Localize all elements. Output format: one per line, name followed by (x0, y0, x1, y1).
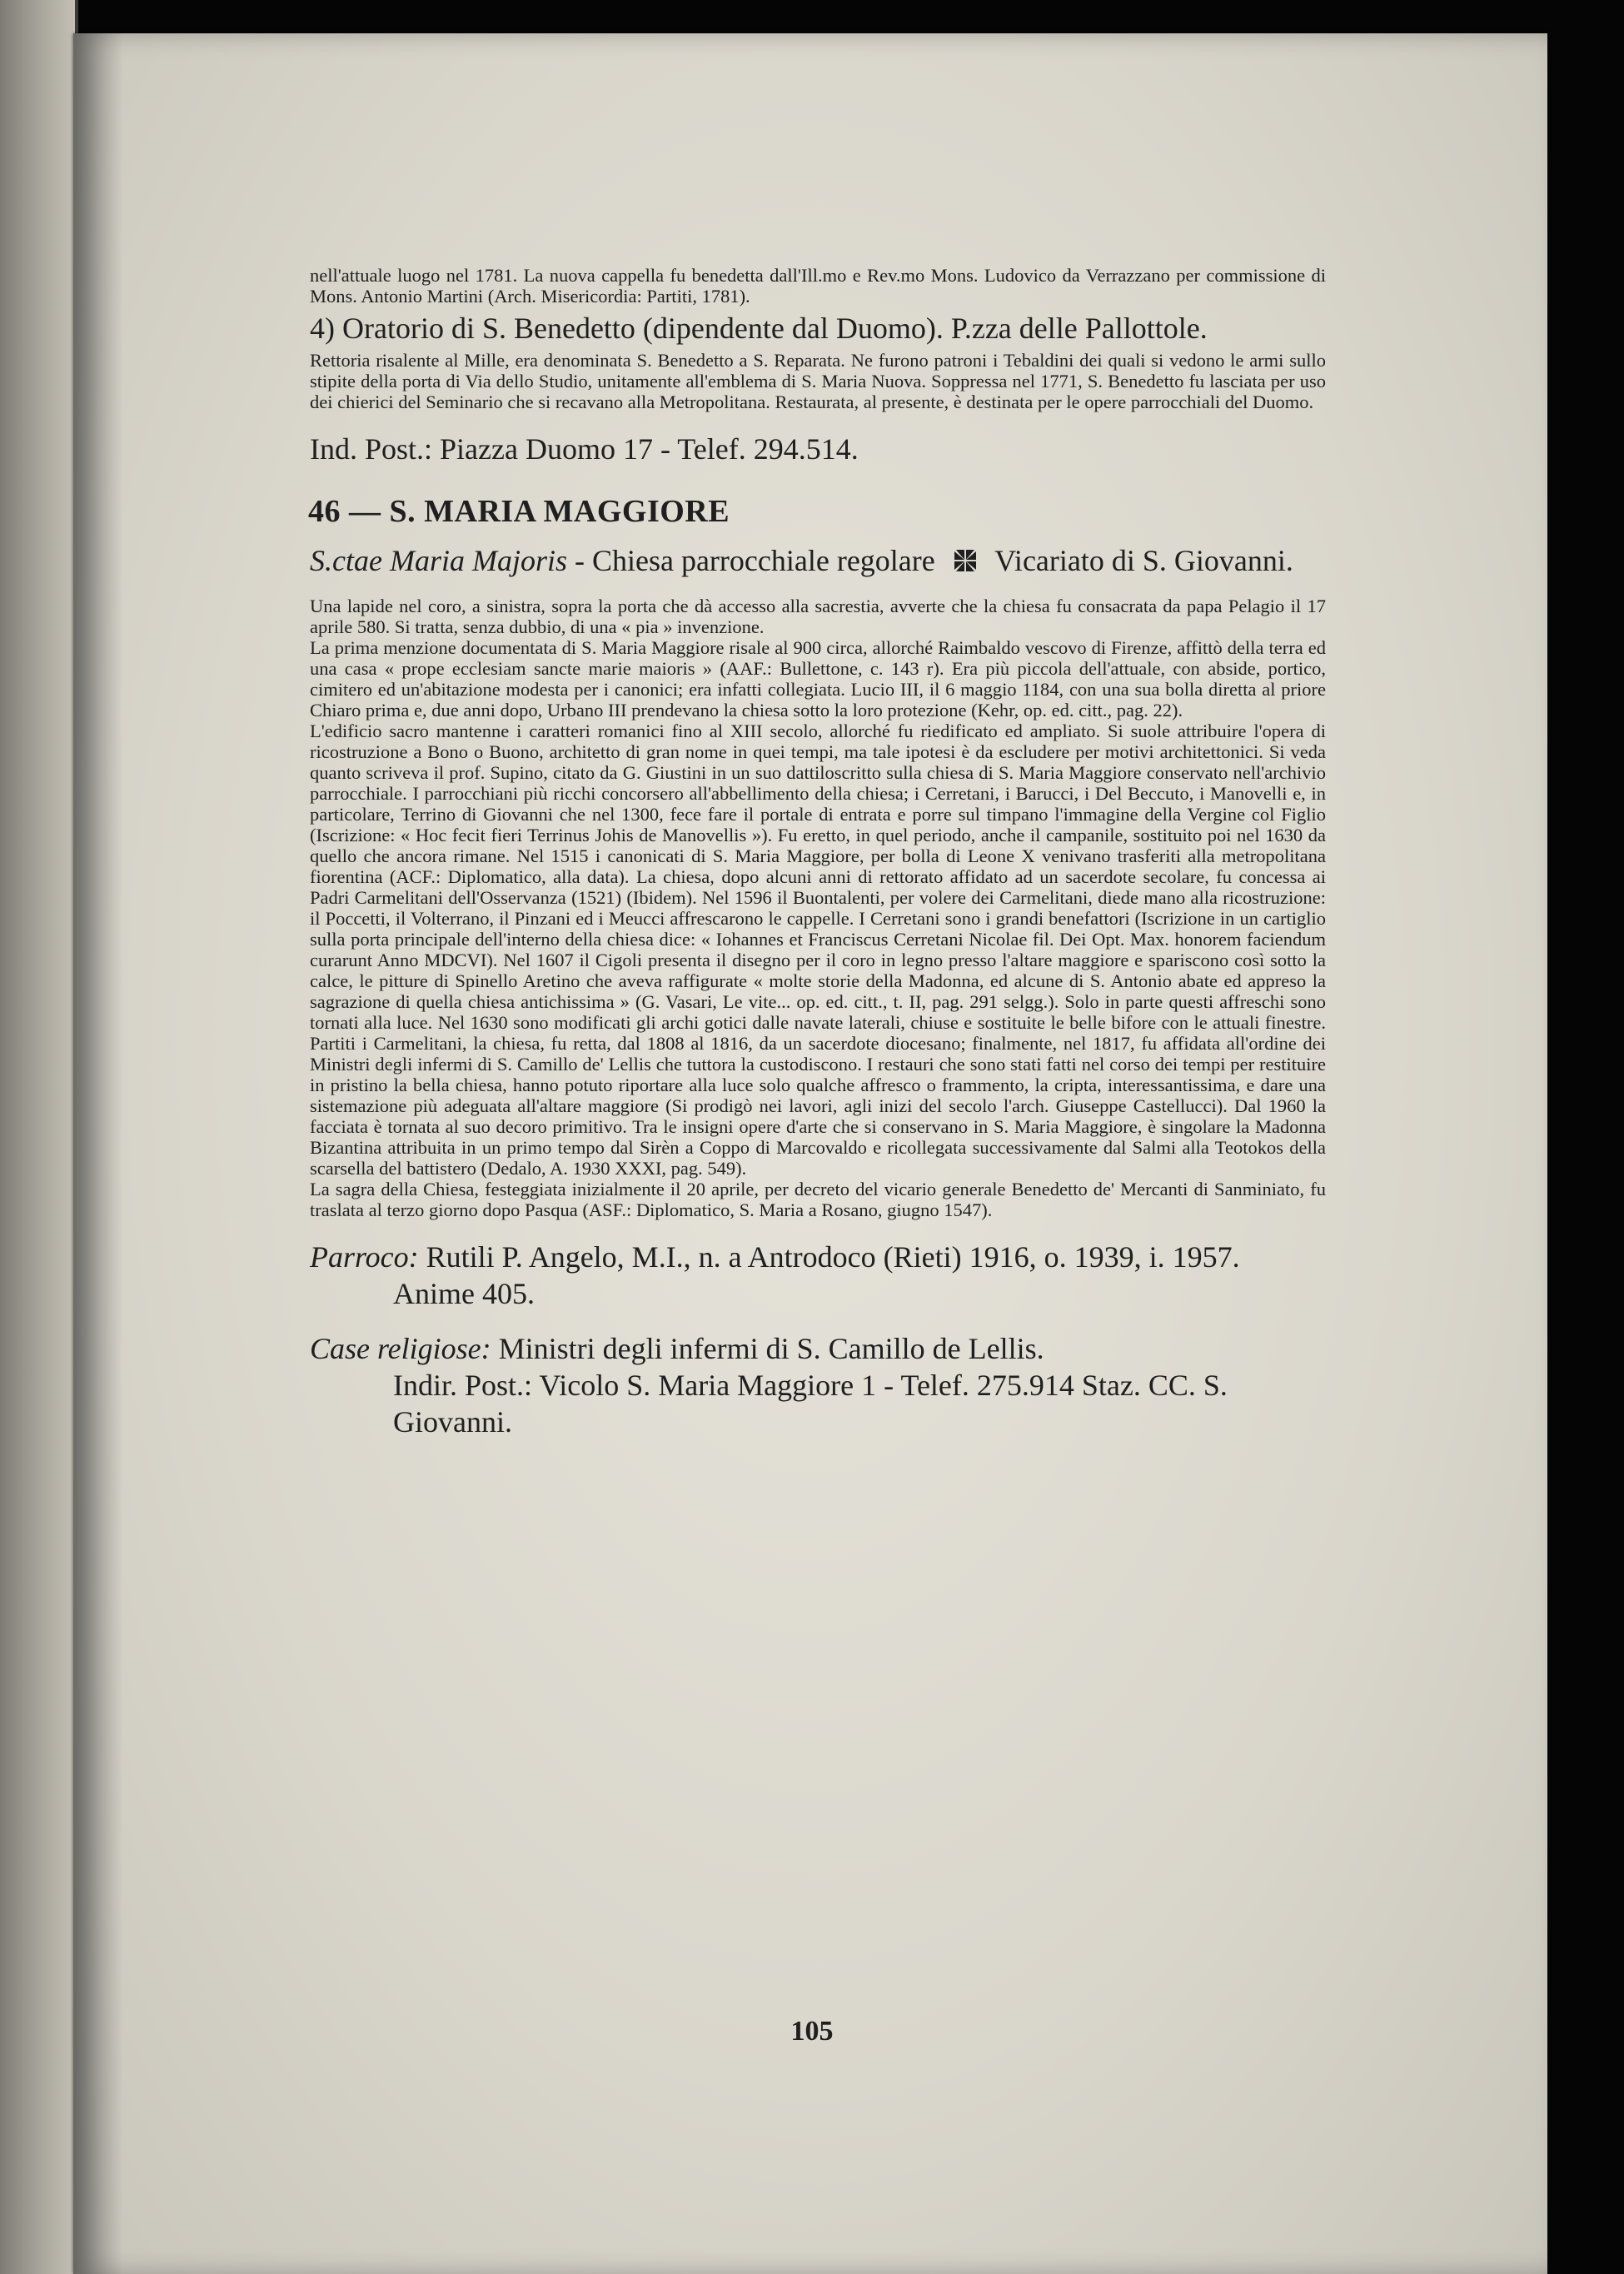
subtitle-part-1: - Chiesa parrocchiale regolare (566, 544, 943, 577)
oratorio-text: Rettoria risalente al Mille, era denominata S. Benedetto a S. Reparata. Ne furono patroni i Tebaldini dei quali si vedono le armi sullo stipite della porta di Via dello Studio, unitamente all'emblema di S. Maria Nuova. Soppressa nel 1771, S. Benedetto fu lasciata per uso dei chierici del Seminario che si recavano alla Metropolitana. Restaurata, al presente, è destinata per le opere parrocchiali del Duomo. (310, 350, 1326, 412)
body-paragraph: La sagra della Chiesa, festeggiata inizialmente il 20 aprile, per decreto del vicario generale Benedetto de' Mercanti di Sanminiato, fu traslata al terzo giorno dopo Pasqua (ASF.: Diplomatico, S. Maria a Rosano, giugno 1547). (310, 1179, 1326, 1220)
parroco-label: Parroco: (310, 1240, 419, 1274)
indirizzo-line: Indir. Post.: Vicolo S. Maria Maggiore 1 - Telef. 275.914 Staz. CC. S. Giovanni. (393, 1369, 1228, 1439)
spine-shadow (73, 33, 123, 2274)
entry-subtitle (310, 542, 1326, 579)
parroco-text: Rutili P. Angelo, M.I., n. a Antrodoco (Rieti) 1916, o. 1939, i. 1957. Anime 405. (393, 1240, 1240, 1310)
body-paragraph: L'edificio sacro mantenne i caratteri romanici fino al XIII secolo, allorché fu riedificato ed ampliato. Si suole attribuire l'opera di ricostruzione a Bono o Buono, architetto di gran nome in quei tempi, ma tale ipotesi è da escludere per motivi architettonici. Si veda quanto scriveva il prof. Supino, citato da G. Giustini in un suo dattiloscritto sulla chiesa di S. Maria Maggiore conservato nell'archivio parrocchiale. I parrocchiani più ricchi concorsero all'abbellimento della chiesa; i Cerretani, i Barucci, i Del Beccuto, i Manovelli e, in particolare, Terrino di Giovanni che nel 1300, fece fare il portale di entrata e porre sul timpano l'immagine della Vergine col Figlio (Iscrizione: « Hoc fecit fieri Terrinus Johis de Manovellis »). Fu eretto, in quel periodo, anche il campanile, sostituito poi nel 1630 da quello che ancora rimane. Nel 1515 i canonicati di S. Maria Maggiore, per bolla di Leone X venivano trasferiti alla metropolitana fiorentina (ACF.: Diplomatico, alla data). La chiesa, dopo alcuni anni di rettorato affidato ad un sacerdote secolare, fu concessa ai Padri Carmelitani dell'Osservanza (1521) (Ibidem). Nel 1596 il Buontalenti, per volere dei Carmelitani, diede mano alla ricostruzione: il Poccetti, il Volterrano, il Pinzani ed i Meucci affrescarono le cappelle. I Cerretani sono i grandi benefattori (Iscrizione in un cartiglio sulla porta principale dell'interno della chiesa dice: « Iohannes et Franciscus Cerretani Nicolae fil. Dei Opt. Max. honorem faciendum curarunt Anno MDCVI). Nel 1607 il Cigoli presenta il disegno per il coro in legno presso l'altare maggiore e spariscono così sotto la calce, le pitture di Spinello Aretino che aveva raffigurate « molte storie della Madonna, ed alcune di S. Antonio abate ed appreso la sagrazione di quella chiesa antichissima » (G. Vasari, Le vite... op. ed. citt., t. II, pag. 291 selgg.). Solo in parte questi affreschi sono tornati alla luce. Nel 1630 sono modificati gli archi gotici dalle navate laterali, chiuse e sostituite le belle bifore con le attuali finestre. Partiti i Carmelitani, la chiesa, fu retta, dal 1808 al 1816, da un sacerdote diocesano; finalmente, nel 1817, fu affidata all'ordine dei Ministri degli infermi di S. Camillo de' Lellis che tuttora la custodiscono. I restauri che sono stati fatti nel corso dei tempi per restituire in pristino la bella chiesa, hanno potuto riportare alla luce solo qualche affresco o frammento, la cripta, interessantissima, e dare una sistemazione più adeguata all'altare maggiore (Si prodigò nei lavori, agli inizi del secolo l'arch. Giuseppe Castellucci). Dal 1960 la facciata è tornata al suo decoro primitivo. Tra le insigni opere d'arte che si conservano in S. Maria Maggiore, è singolare la Madonna Bizantina attribuita in un primo tempo dal Sirèn a Coppo di Marcovaldo e ricollegata successivamente dal Salmi alla Teotokos della scarsella del battistero (Dedalo, A. 1930 XXXI, pag. 549). (310, 721, 1326, 1179)
body-paragraph: Una lapide nel coro, a sinistra, sopra la porta che dà accesso alla sacrestia, avverte che la chiesa fu consacrata da papa Pelagio il 17 aprile 580. Si tratta, senza dubbio, di una « pia » invenzione. (310, 596, 1326, 637)
page-number: 105 (790, 2016, 834, 2047)
continuation-text: nell'attuale luogo nel 1781. La nuova cappella fu benedetta dall'Ill.mo e Rev.mo Mons. Ludovico da Verrazzano per commissione di Mons. Antonio Martini (Arch. Misericordia: Partiti, 1781). (310, 265, 1326, 307)
maltese-cross-icon (951, 546, 979, 575)
entry-heading-text: 46 — S. MARIA MAGGIORE (308, 494, 730, 529)
page-text (310, 265, 1326, 1440)
continuation-paragraph (310, 265, 1326, 307)
case-religiose-line (310, 1330, 1326, 1367)
latin-name: S.ctae Maria Majoris (310, 544, 567, 577)
parroco-line (310, 1239, 1326, 1312)
oratorio-paragraph (310, 350, 1326, 412)
oratorio-title: 4) Oratorio di S. Benedetto (dipendente dal Duomo). P.zza delle Pallottole. (310, 312, 1208, 345)
body-paragraph: La prima menzione documentata di S. Maria Maggiore risale al 900 circa, allorché Raimbaldo vescovo di Firenze, affittò della terra ed una casa « prope ecclesiam sancte marie maioris » (AAF.: Bullettone, c. 143 r). Era più piccola dell'attuale, con abside, portico, cimitero ed un'abitazione modesta per i canonici; era infatti collegiata. Lucio III, il 6 maggio 1184, con una sua bolla diretta al priore Chiaro prima e, due anni dopo, Urbano III prendevano la chiesa sotto la loro protezione (Kehr, op. ed. citt., pag. 22). (310, 637, 1326, 721)
entry-body (310, 596, 1326, 1220)
entry-heading (308, 492, 1326, 531)
subtitle-part-2: Vicariato di S. Giovanni. (987, 544, 1293, 577)
case-religiose-text: Ministri degli infermi di S. Camillo de Lellis. (491, 1332, 1044, 1365)
facing-page-edge (0, 0, 78, 2274)
case-religiose-label: Case religiose: (310, 1332, 491, 1365)
oratorio-address: Ind. Post.: Piazza Duomo 17 - Telef. 294.514. (310, 432, 859, 466)
